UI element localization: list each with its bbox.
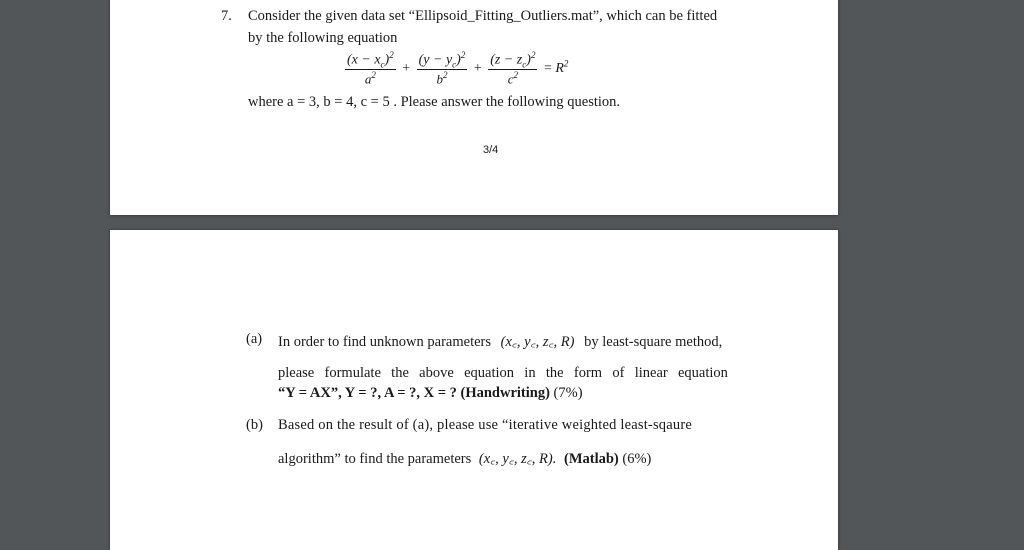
part-b-line2 xyxy=(278,448,651,468)
part-a-line3 xyxy=(278,385,583,402)
where-line: where a = 3, b = 4, c = 5 . Please answer the following question. xyxy=(248,94,621,110)
part-a-line2 xyxy=(278,365,728,382)
ellipsoid-equation: $\frac{(x - x_c)^2}{a^2}$ + $\frac{(y - y_c)^2}{b^2}$ + $\frac{(z - z_c)^2}{c^2}$ = $R^2$ xyxy=(347,50,569,87)
word: formulate xyxy=(324,365,381,381)
pdf-page-3 xyxy=(110,0,838,215)
word: please xyxy=(278,365,315,381)
part-a-text: In order to find unknown parameters xyxy=(278,334,492,350)
word: equation xyxy=(464,365,515,381)
part-b-percent: (6%) xyxy=(622,451,652,467)
matlab-tag: (Matlab) xyxy=(563,451,619,467)
question-text-line2: by the following equation xyxy=(248,30,398,46)
part-a-text-end: by least-square method, xyxy=(584,334,723,350)
part-a-params: (x꜀, y꜀, z꜀, R) xyxy=(500,334,575,350)
pdf-page-4 xyxy=(110,230,838,550)
word: the xyxy=(545,365,564,381)
part-b-label: (b) xyxy=(246,417,263,433)
handwriting-tag: (Handwriting) xyxy=(460,385,550,401)
page-number: 3/4 xyxy=(483,144,499,156)
part-b-params: (x꜀, y꜀, z꜀, R). xyxy=(478,451,557,467)
word: above xyxy=(419,365,454,381)
part-a-label: (a) xyxy=(246,331,263,347)
part-b-line1: Based on the result of (a), please use “iterative weighted least-sqaure xyxy=(278,417,692,433)
word: the xyxy=(391,365,409,381)
question-text-line1: Consider the given data set “Ellipsoid_Fitting_Outliers.mat”, which can be fitted xyxy=(248,8,718,24)
part-b-text: algorithm” to find the parameters xyxy=(278,451,472,467)
word: of xyxy=(612,365,625,381)
part-a-percent: (7%) xyxy=(553,385,583,401)
question-number: 7. xyxy=(221,8,232,24)
matrix-form: “Y = AX”, Y = ?, A = ?, X = ? xyxy=(278,385,457,401)
word: form xyxy=(573,365,603,381)
word: in xyxy=(524,365,536,381)
word: equation xyxy=(678,365,728,381)
part-a-line1 xyxy=(278,331,722,351)
word: linear xyxy=(634,365,668,381)
